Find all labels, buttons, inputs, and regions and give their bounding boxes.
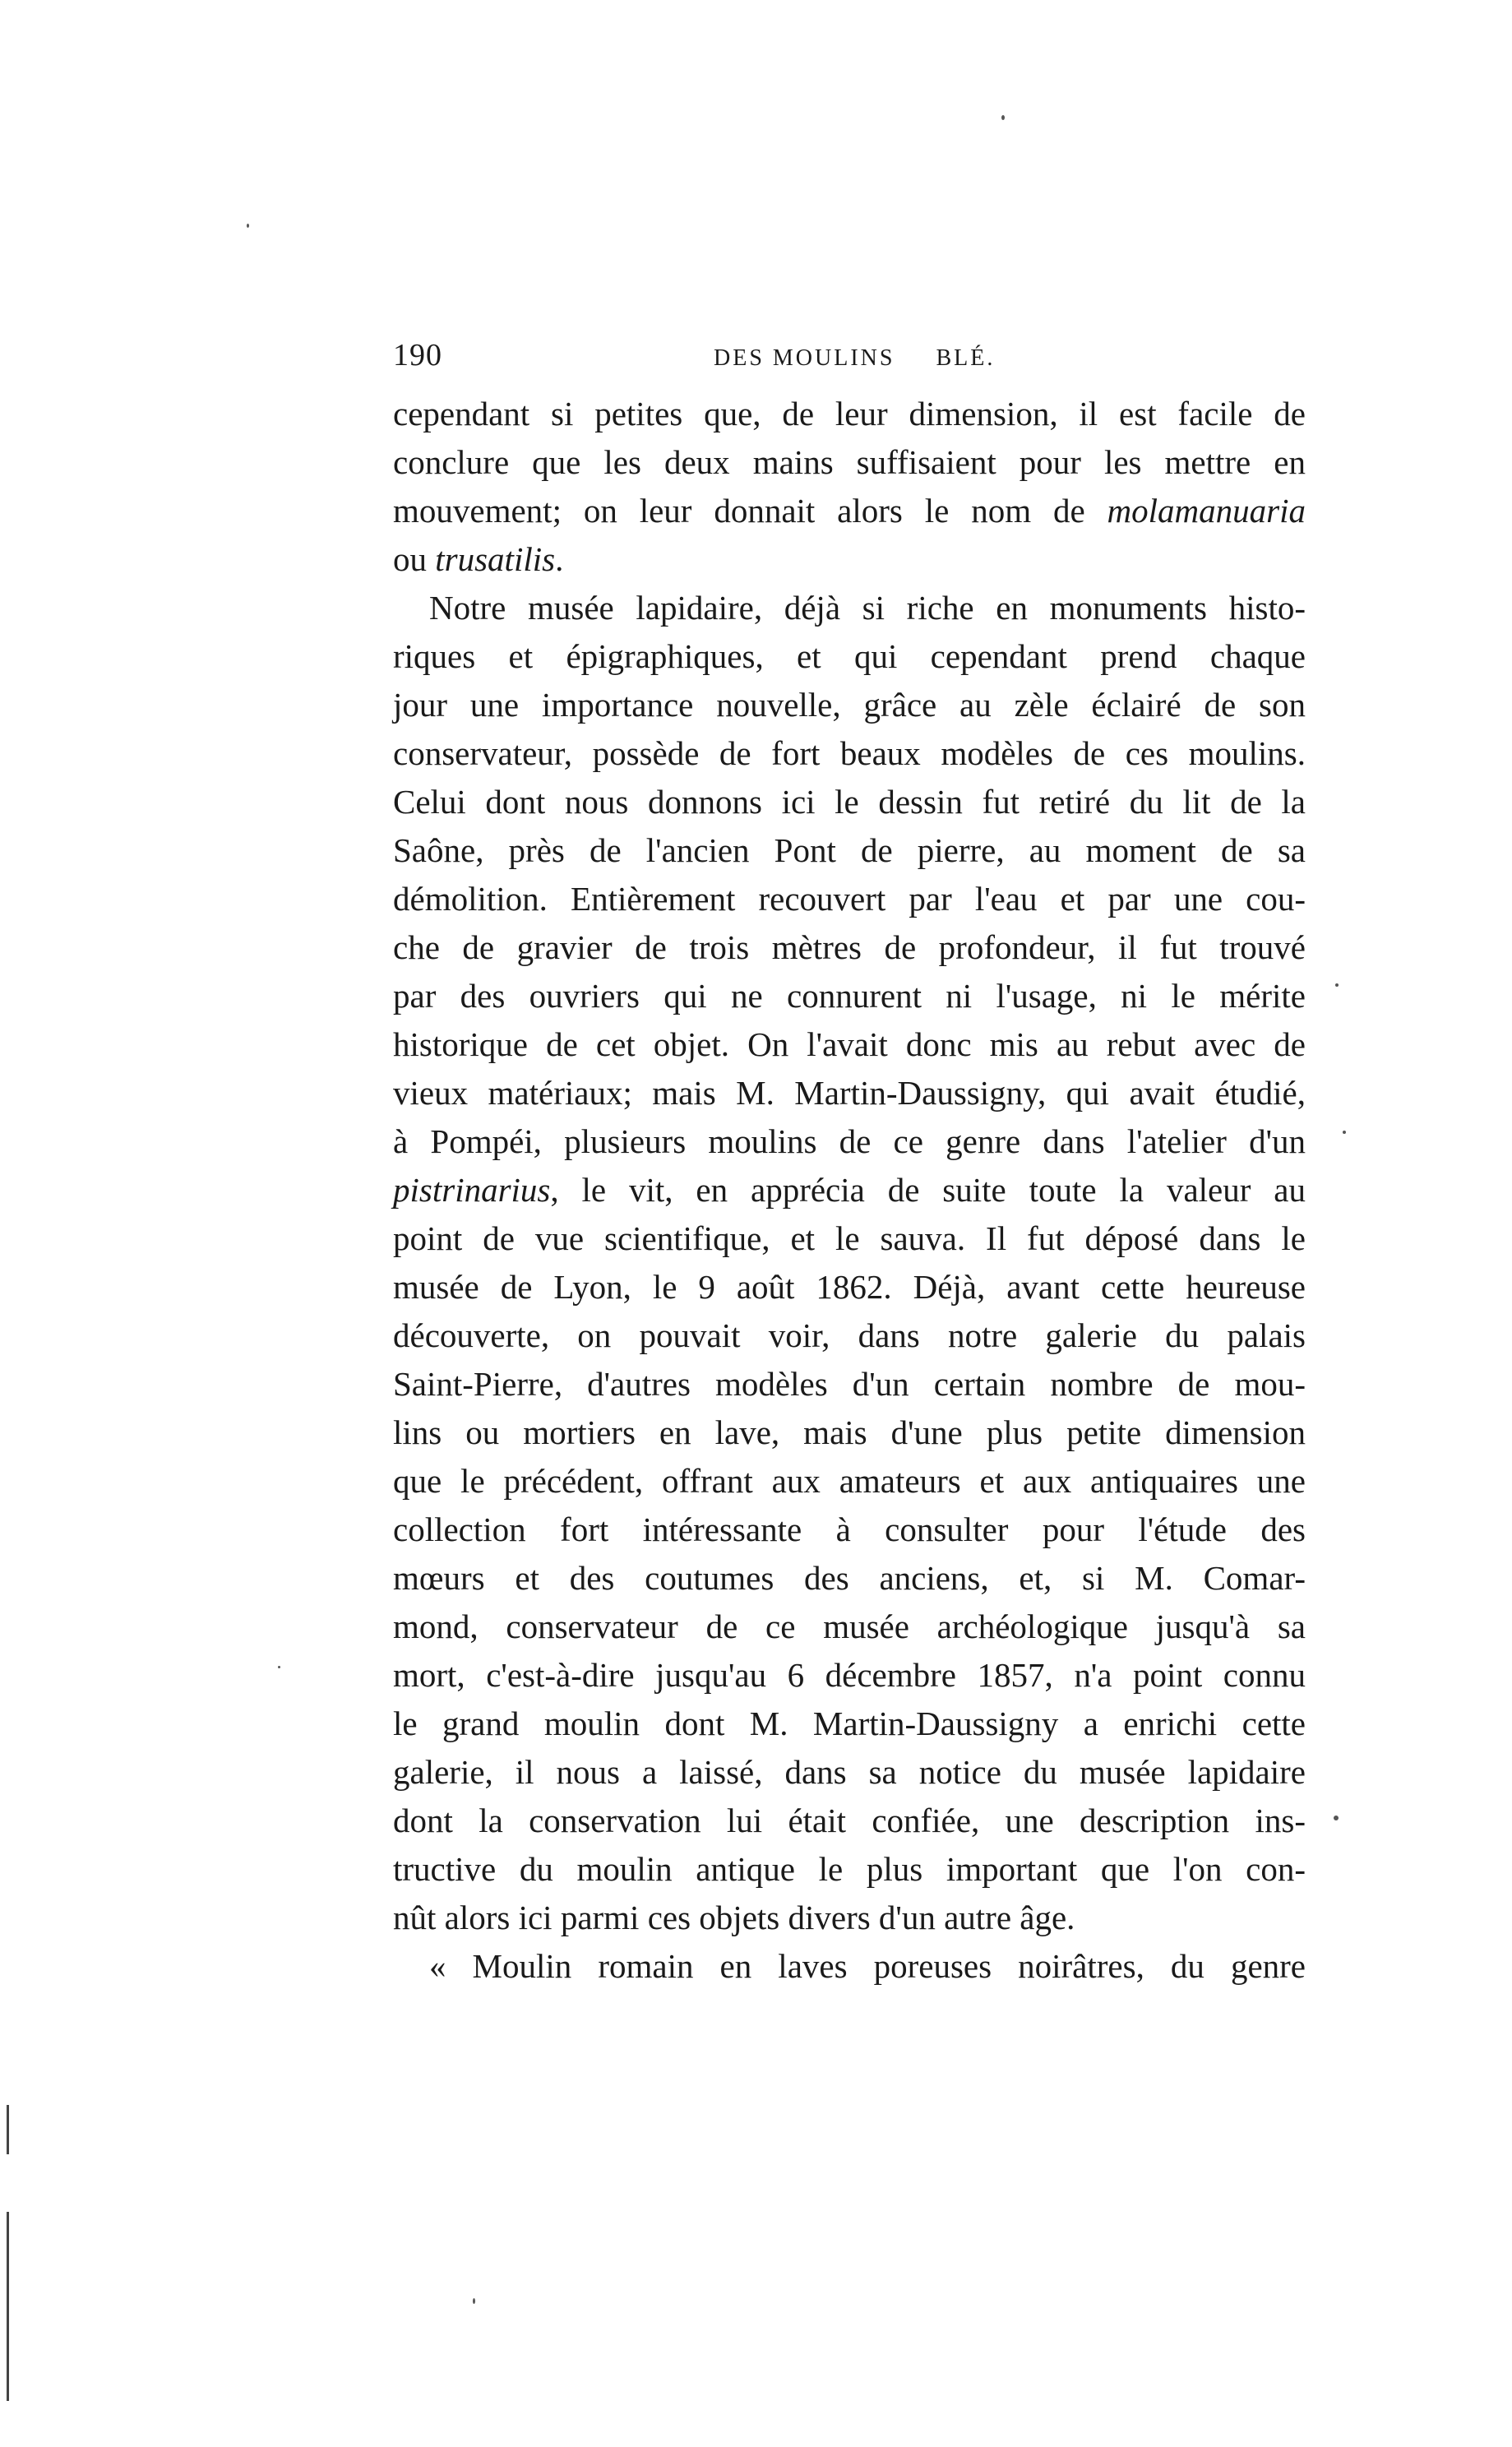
text-line: tructive du moulin antique le plus important que l'on con- — [393, 1850, 1306, 1888]
running-head — [714, 345, 995, 372]
text-line: Saint-Pierre, d'autres modèles d'un certain nombre de mou- — [393, 1365, 1306, 1403]
running-head-left: DES MOULINS — [714, 345, 895, 371]
text-line: riques et épigraphiques, et qui cependant prend chaque — [393, 637, 1306, 675]
text-line: que le précédent, offrant aux amateurs et aux antiquaires une — [393, 1462, 1306, 1500]
text-run: , le vit, en apprécia de suite toute la valeur au — [550, 1171, 1306, 1209]
scan-speck — [247, 224, 249, 228]
page-header — [393, 337, 1306, 386]
text-line: « Moulin romain en laves poreuses noirâtres, du genre — [429, 1947, 1306, 1985]
scan-speck — [473, 2298, 475, 2304]
running-head-right: BLÉ. — [936, 345, 996, 371]
italic-term: molamanuaria — [1107, 492, 1306, 530]
text-line: musée de Lyon, le 9 août 1862. Déjà, avant cette heureuse — [393, 1268, 1306, 1306]
text-run: ou — [393, 540, 436, 578]
text-line: jour une importance nouvelle, grâce au zèle éclairé de son — [393, 686, 1306, 724]
scan-speck — [1001, 115, 1005, 120]
text-line: conservateur, possède de fort beaux modèles de ces moulins. — [393, 734, 1306, 772]
scan-speck — [1343, 1131, 1346, 1134]
italic-term: trusatilis — [435, 540, 556, 578]
text-run: . — [555, 540, 564, 578]
scan-edge-mark — [7, 2105, 9, 2154]
text-line: nût alors ici parmi ces objets divers d'un autre âge. — [393, 1899, 1075, 1936]
text-run: mouvement; on leur donnait alors le nom de — [393, 492, 1107, 530]
text-line: Saône, près de l'ancien Pont de pierre, au moment de sa — [393, 831, 1306, 869]
body-text — [393, 390, 1306, 1991]
page-number: 190 — [393, 338, 442, 372]
text-line: démolition. Entièrement recouvert par l'eau et par une cou- — [393, 880, 1306, 918]
text-line: collection fort intéressante à consulter pour l'étude des — [393, 1510, 1306, 1548]
text-line: à Pompéi, plusieurs moulins de ce genre dans l'atelier d'un — [393, 1122, 1306, 1160]
scan-speck — [278, 1666, 280, 1668]
text-line: galerie, il nous a laissé, dans sa notice du musée lapidaire — [393, 1753, 1306, 1791]
text-line: dont la conservation lui était confiée, une description ins- — [393, 1802, 1306, 1839]
text-line: vieux matériaux; mais M. Martin-Daussigny, qui avait étudié, — [393, 1074, 1306, 1112]
text-line: Celui dont nous donnons ici le dessin fut retiré du lit de la — [393, 783, 1306, 821]
text-line — [393, 1166, 1306, 1214]
scan-speck — [1335, 983, 1339, 987]
text-line: le grand moulin dont M. Martin-Daussigny a enrichi cette — [393, 1705, 1306, 1742]
text-line: mort, c'est-à-dire jusqu'au 6 décembre 1857, n'a point connu — [393, 1656, 1306, 1694]
text-line: par des ouvriers qui ne connurent ni l'usage, ni le mérite — [393, 977, 1306, 1015]
scan-edge-mark — [7, 2212, 9, 2401]
text-line — [393, 535, 1306, 584]
text-line: découverte, on pouvait voir, dans notre galerie du palais — [393, 1316, 1306, 1354]
text-line: cependant si petites que, de leur dimension, il est facile de — [393, 395, 1306, 433]
text-line: conclure que les deux mains suffisaient pour les mettre en — [393, 443, 1306, 481]
text-line: mœurs et des coutumes des anciens, et, si M. Comar- — [393, 1559, 1306, 1597]
text-line: che de gravier de trois mètres de profondeur, il fut trouvé — [393, 928, 1306, 966]
text-line: mond, conservateur de ce musée archéologique jusqu'à sa — [393, 1607, 1306, 1645]
text-line: point de vue scientifique, et le sauva. Il fut déposé dans le — [393, 1219, 1306, 1257]
text-line: lins ou mortiers en lave, mais d'une plus petite dimension — [393, 1413, 1306, 1451]
text-line: Notre musée lapidaire, déjà si riche en monuments histo- — [429, 589, 1306, 627]
text-line: historique de cet objet. On l'avait donc mis au rebut avec de — [393, 1025, 1306, 1063]
scan-speck — [1334, 1816, 1339, 1820]
text-line — [393, 487, 1306, 535]
italic-term: pistrinarius — [393, 1171, 551, 1209]
